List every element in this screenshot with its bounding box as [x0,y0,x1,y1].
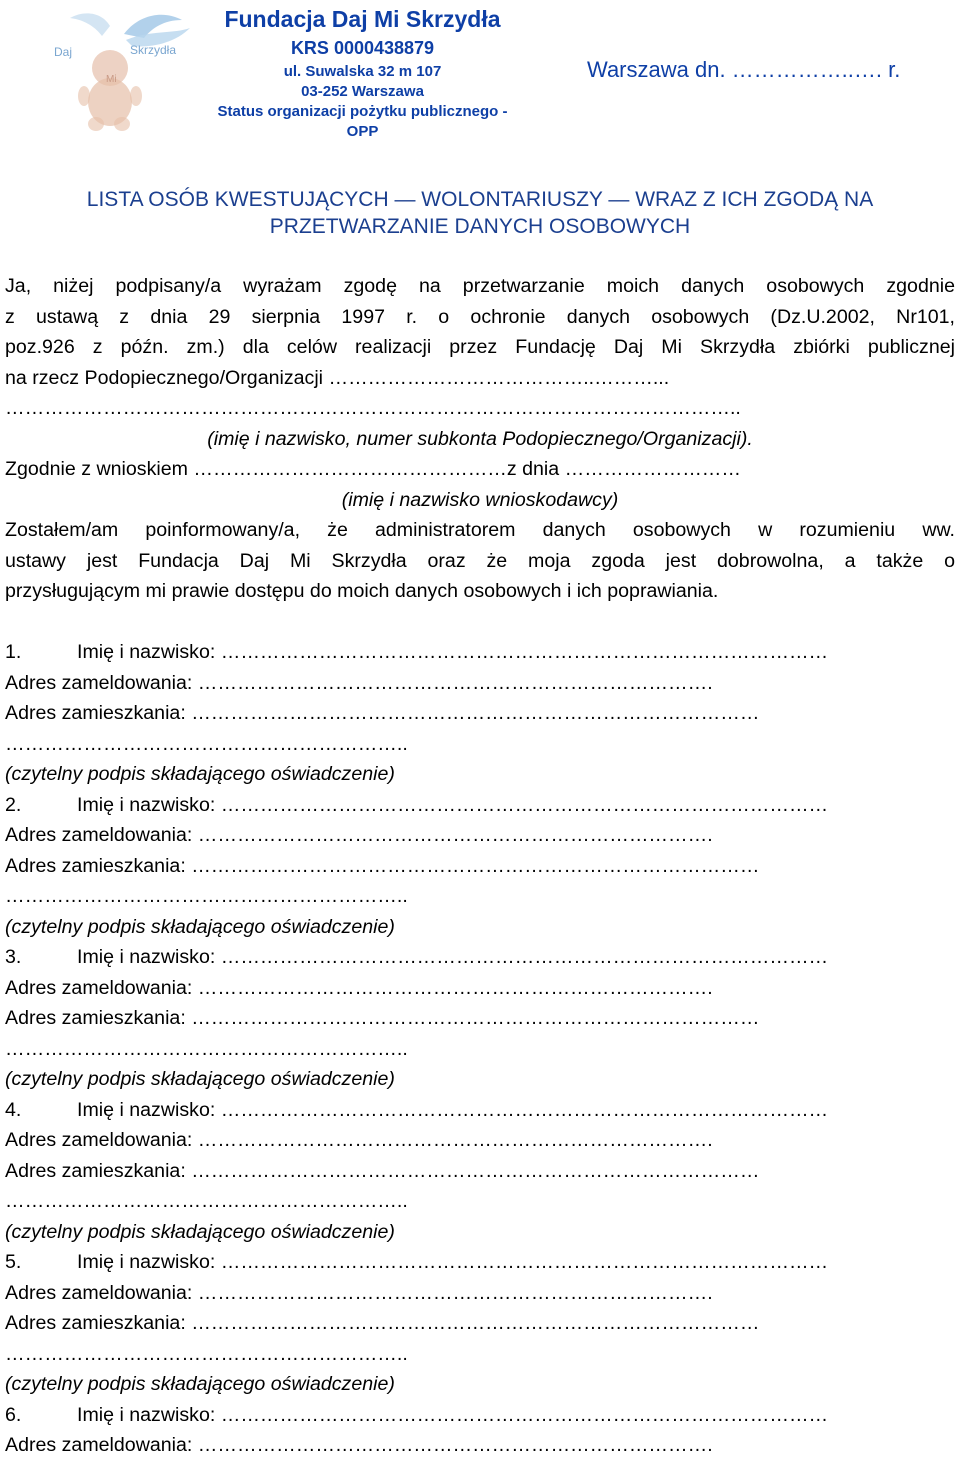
volunteer-entries [5,637,955,1461]
residence-continuation: …………………………………………………….. [5,1342,408,1365]
signature-caption: (czytelny podpis składającego oświadczenie) [5,763,395,785]
signature-caption: (czytelny podpis składającego oświadczenie) [5,1220,395,1243]
org-status: Status organizacji pożytku publicznego - [217,103,508,120]
residence-continuation: …………………………………………………….. [5,885,408,907]
spacer [5,607,955,638]
entry-number: 3. [5,946,22,968]
signature-caption: (czytelny podpis składającego oświadczenie) [5,1068,395,1090]
org-name: Fundacja Daj Mi Skrzydła [224,6,501,32]
entry-number: 1. [5,641,22,663]
volunteer-entry [5,1247,955,1400]
residence-address-field: Adres zamieszkania: …………………………………………………………………………… [5,1312,760,1334]
residence-address-field: Adres zamieszkania: …………………………………………………………………………… [5,1007,760,1029]
consent-line: Ja, niżej podpisany/a wyrażam zgodę na przetwarzanie moich danych osobowych zgodnie [5,275,955,297]
org-city: 03-252 Warszawa [301,83,424,100]
residence-address-field: Adres zamieszkania: …………………………………………………………………………… [5,854,760,877]
document-body [5,271,955,1461]
org-krs: KRS 0000438879 [290,38,435,58]
residence-continuation: …………………………………………………….. [5,1190,408,1212]
name-field: Imię i nazwisko: ………………………………………………………………………………… [77,1098,829,1121]
info-line: ustawy jest Fundacja Daj Mi Skrzydła oraz że moja zgoda jest dobrowolna, a także o [5,549,955,572]
volunteer-entry [5,1095,955,1248]
entry-number: 6. [5,1403,22,1426]
svg-text:Skrzydła: Skrzydła [130,43,177,57]
name-field: Imię i nazwisko: ………………………………………………………………………………… [77,641,829,663]
title-line-2: PRZETWARZANIE DANYCH OSOBOWYCH [269,215,691,238]
entry-number: 2. [5,793,22,816]
request-line: Zgodnie z wnioskiem …………………………………………z dnia ……………………… [5,458,741,480]
requester-caption: (imię i nazwisko wnioskodawcy) [341,488,619,511]
volunteer-entry [5,1400,955,1461]
name-field: Imię i nazwisko: ………………………………………………………………………………… [77,1403,829,1426]
name-field: Imię i nazwisko: ………………………………………………………………………………… [77,1251,829,1273]
angel-logo-icon [14,4,204,134]
residence-continuation: …………………………………………………….. [5,1037,408,1060]
consent-line: z ustawą z dnia 29 sierpnia 1997 r. o ochronie danych osobowych (Dz.U.2002, Nr101, [5,305,955,328]
organization-info [210,4,515,142]
org-street: ul. Suwalska 32 m 107 [283,63,442,80]
info-line: przysługującym mi prawie dostępu do moich danych osobowych i ich poprawiania. [5,580,719,602]
volunteer-entry [5,942,955,1095]
title-line-1: LISTA OSÓB KWESTUJĄCYCH — WOLONTARIUSZY — WRAZ Z ICH ZGODĄ NA [86,188,874,211]
info-line: Zostałem/am poinformowany/a, że administratorem danych osobowych w rozumieniu ww. [5,519,955,541]
org-status-opp: OPP [346,123,379,140]
consent-line: poz.926 z późn. zm.) dla celów realizacji przez Fundację Daj Mi Skrzydła zbiórki publicznej [5,336,955,358]
svg-text:Mi: Mi [106,74,117,85]
entry-number: 5. [5,1251,22,1273]
residence-address-field: Adres zamieszkania: …………………………………………………………………………… [5,702,760,724]
date-line: Warszawa dn. ……………..…. r. [587,57,901,82]
name-field: Imię i nazwisko: ………………………………………………………………………………… [77,793,829,816]
registered-address-field: Adres zameldowania: ……………………………………………………………………. [5,1434,713,1456]
signature-caption: (czytelny podpis składającego oświadczenie) [5,915,395,938]
svg-text:Daj: Daj [54,45,73,59]
document-title [0,186,960,240]
volunteer-entry [5,790,955,943]
residence-address-field: Adres zamieszkania: …………………………………………………………………………… [5,1159,760,1182]
registered-address-field: Adres zameldowania: ……………………………………………………………………. [5,671,713,694]
volunteer-entry [5,637,955,790]
foundation-logo [14,4,204,134]
entry-number: 4. [5,1098,22,1121]
beneficiary-line: na rzecz Podopiecznego/Organizacji …………………………………..………... [5,366,670,389]
beneficiary-caption: (imię i nazwisko, numer subkonta Podopiecznego/Organizacji). [207,427,753,450]
residence-continuation: …………………………………………………….. [5,732,408,755]
registered-address-field: Adres zameldowania: ……………………………………………………………………. [5,1129,713,1151]
beneficiary-dots: ………………………………………………………………………………………………….. [5,397,741,419]
registered-address-field: Adres zameldowania: ……………………………………………………………………. [5,976,713,999]
name-field: Imię i nazwisko: ………………………………………………………………………………… [77,946,829,968]
signature-caption: (czytelny podpis składającego oświadczenie) [5,1373,395,1395]
registered-address-field: Adres zameldowania: ……………………………………………………………………. [5,824,713,846]
registered-address-field: Adres zameldowania: ……………………………………………………………………. [5,1281,713,1304]
